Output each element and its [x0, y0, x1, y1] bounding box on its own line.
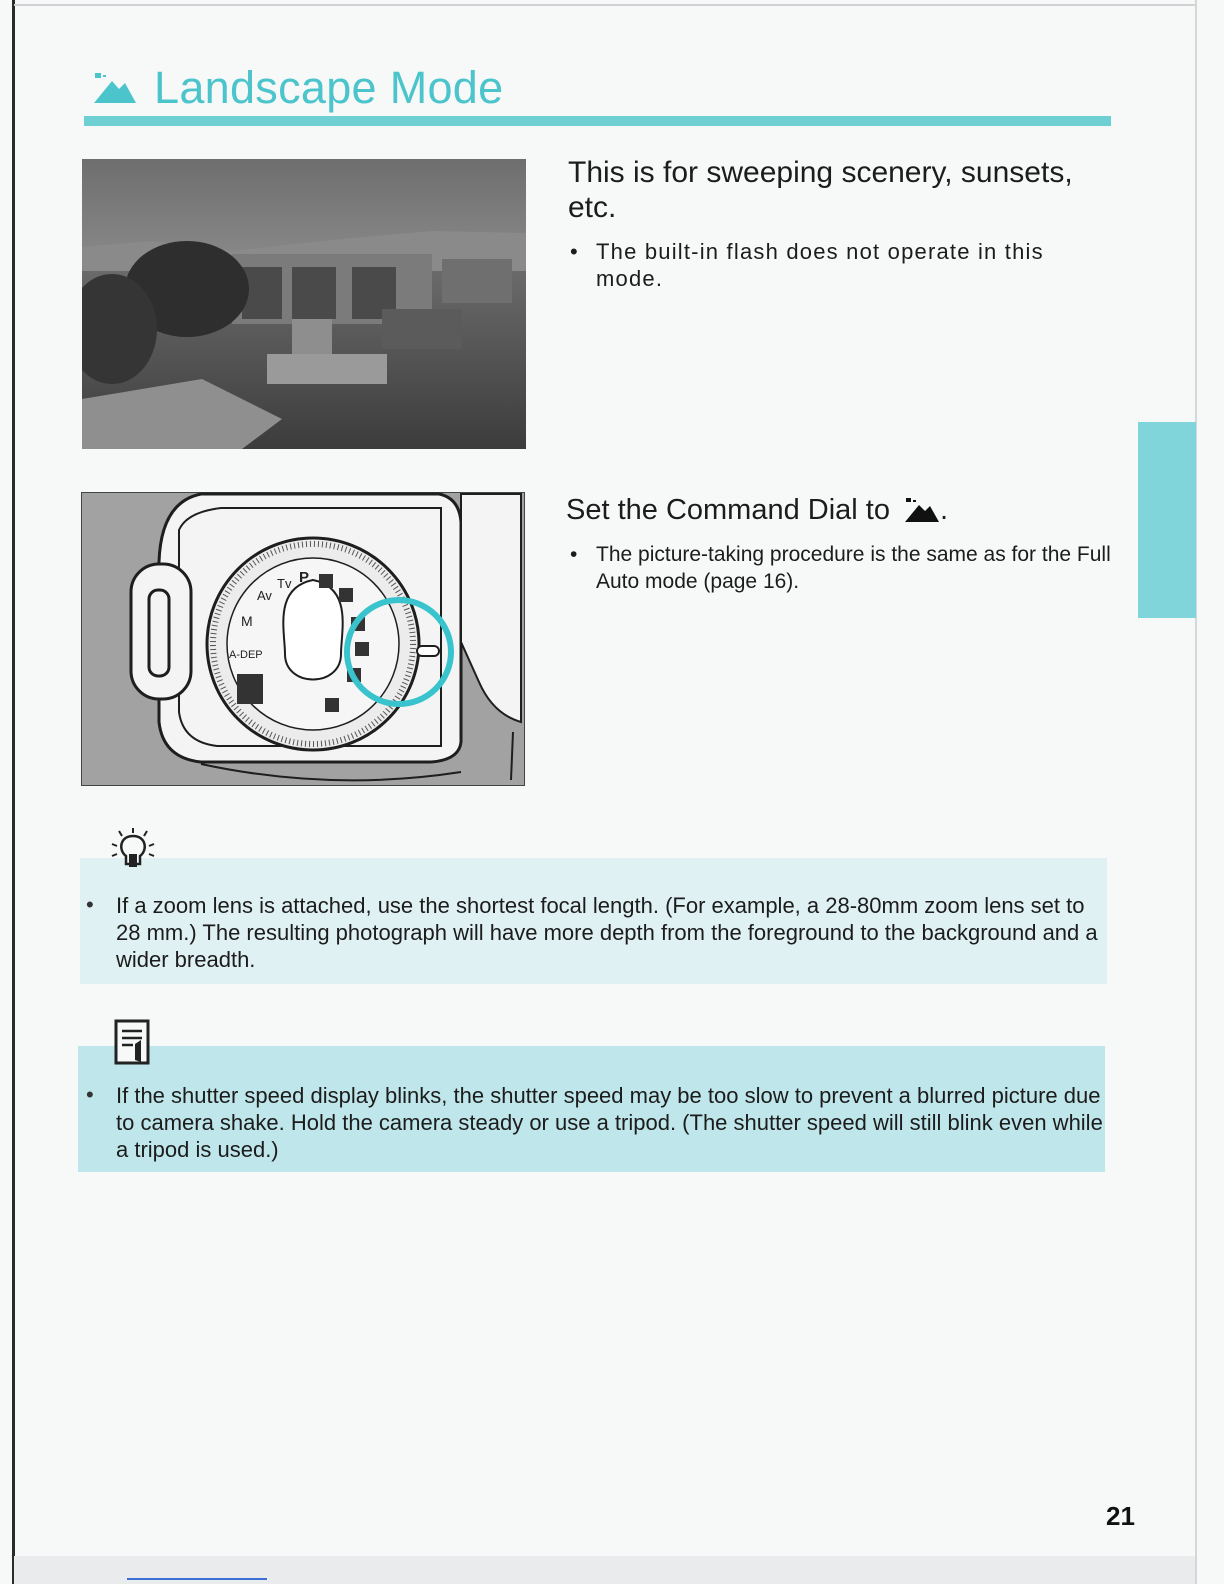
- svg-text:Av: Av: [257, 588, 272, 603]
- tip-text: If a zoom lens is attached, use the shortest focal length. (For example, a 28-80mm zoom lens set to 28 mm.) The resulting photograph will have more depth from the foreground to the background and a wider breadth.: [116, 893, 1098, 972]
- step-heading: [566, 492, 948, 528]
- landscape-mode-icon: [92, 71, 138, 105]
- page-edge-left: [12, 0, 15, 1584]
- svg-text:M: M: [241, 613, 253, 629]
- intro-heading: This is for sweeping scenery, sunsets, etc.: [568, 156, 1073, 224]
- page-bottom-line: [127, 1578, 267, 1580]
- bullet-glyph: •: [86, 1082, 94, 1107]
- landscape-mode-icon: [904, 497, 940, 523]
- page-edge-top: [14, 4, 1197, 6]
- tip-lightbulb-icon: [108, 826, 158, 872]
- note-text: If the shutter speed display blinks, the shutter speed may be too slow to prevent a blurred picture due to camera shake. Hold the camera steady or use a tripod. (The shutter speed will still blink even while a tripod is used.): [116, 1083, 1103, 1162]
- svg-text:Tv: Tv: [277, 576, 292, 591]
- section-side-tab: [1138, 422, 1196, 618]
- procedure-note: [568, 541, 1113, 595]
- page-title-text: Landscape Mode: [154, 62, 504, 113]
- page-title: [92, 58, 503, 118]
- bullet-glyph: •: [86, 892, 94, 917]
- command-dial-illustration: [81, 492, 525, 786]
- step-heading-period: .: [939, 494, 949, 526]
- svg-text:P: P: [299, 569, 310, 586]
- page-edge-right: [1195, 0, 1197, 1584]
- procedure-note-text: The picture-taking procedure is the same as for the Full Auto mode (page 16).: [596, 543, 1111, 593]
- landscape-photo: [82, 159, 526, 449]
- page-number: 21: [1106, 1501, 1135, 1531]
- flash-note: [568, 238, 1113, 292]
- title-rule: [84, 116, 1111, 126]
- flash-note-text: The built-in flash does not operate in this mode.: [596, 239, 1044, 291]
- bullet-glyph: •: [570, 239, 579, 264]
- bullet-glyph: •: [570, 543, 578, 566]
- note-memo-icon: [113, 1018, 153, 1068]
- svg-text:A-DEP: A-DEP: [229, 649, 263, 661]
- step-heading-text: Set the Command Dial to: [566, 494, 890, 526]
